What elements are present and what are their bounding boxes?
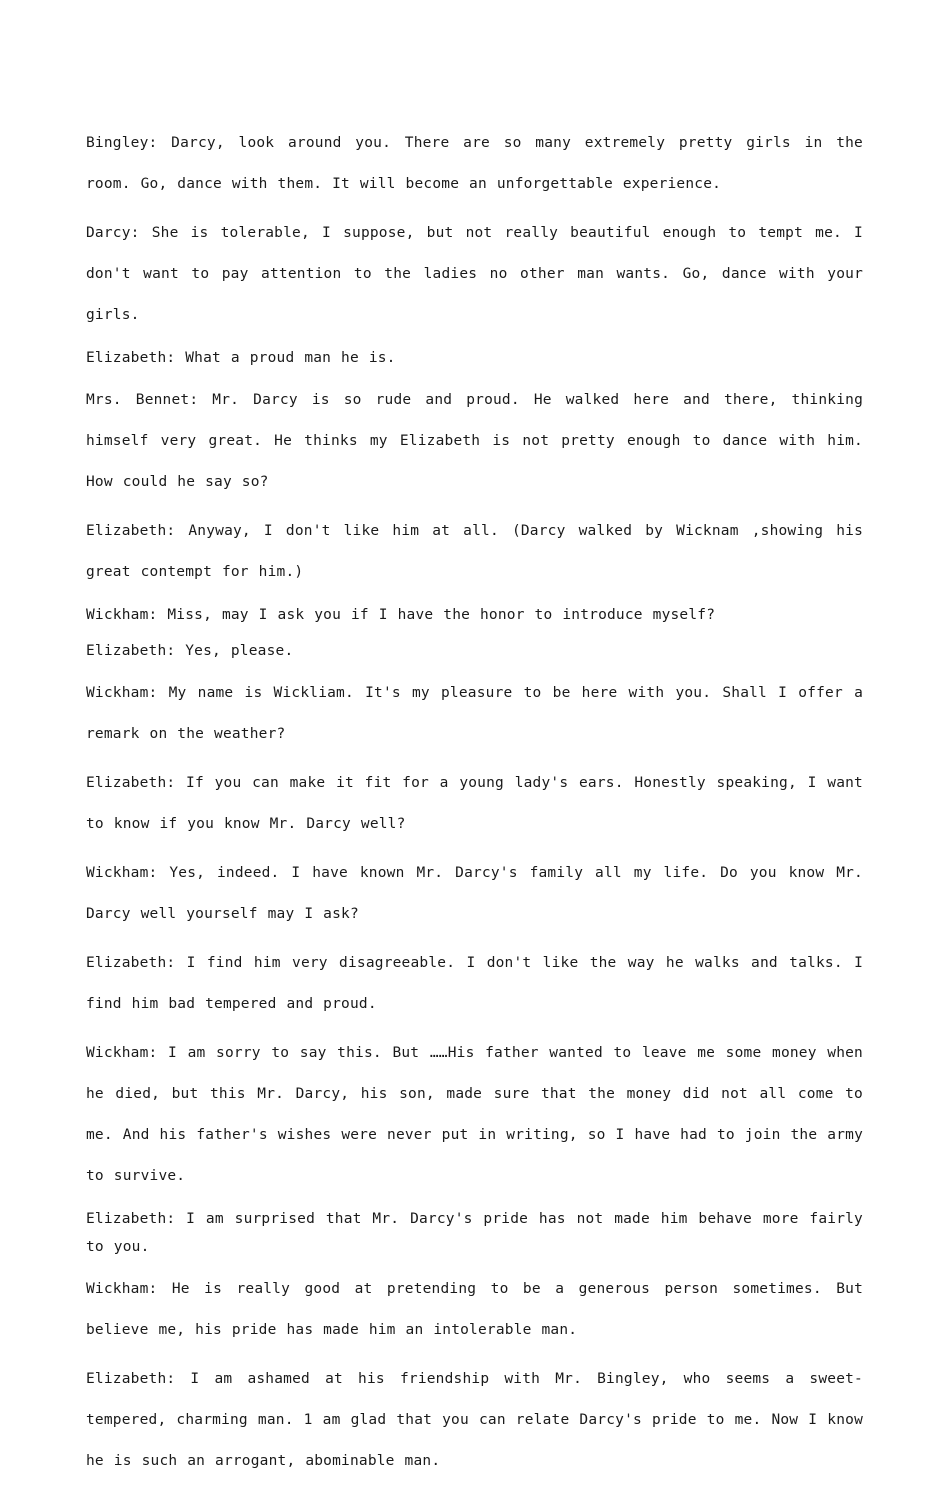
dialogue-paragraph: Darcy: She is tolerable, I suppose, but not really beautiful enough to tempt me. I don't want to pay attention to the ladies no other man wants. Go, dance with your girls. xyxy=(86,225,863,323)
dialogue-paragraph: Elizabeth: Anyway, I don't like him at all. (Darcy walked by Wicknam ,showing his great contempt for him.) xyxy=(86,523,863,580)
document-page xyxy=(86,123,863,1490)
dialogue-paragraph: Elizabeth: Yes, please. xyxy=(86,643,294,659)
dialogue-paragraph: Wickham: Miss, may I ask you if I have the honor to introduce myself? xyxy=(86,607,716,623)
dialogue-paragraph: Wickham: My name is Wickliam. It's my pleasure to be here with you. Shall I offer a remark on the weather? xyxy=(86,685,863,742)
dialogue-paragraph: Elizabeth: What a proud man he is. xyxy=(86,350,396,366)
dialogue-paragraph: Mrs. Bennet: Mr. Darcy is so rude and proud. He walked here and there, thinking himself very great. He thinks my Elizabeth is not pretty enough to dance with him. How could he say so? xyxy=(86,392,863,490)
dialogue-paragraph: Elizabeth: I am ashamed at his friendship with Mr. Bingley, who seems a sweet-tempered, charming man. 1 am glad that you can relate Darcy's pride to me. Now I know he is such an arrogant, abominable man. xyxy=(86,1371,863,1469)
dialogue-paragraph: Wickham: Yes, indeed. I have known Mr. Darcy's family all my life. Do you know Mr. Darcy well yourself may I ask? xyxy=(86,865,863,922)
dialogue-paragraph: Wickham: I am sorry to say this. But ……His father wanted to leave me some money when he died, but this Mr. Darcy, his son, made sure that the money did not all come to me. And his father's wishes were never put in writing, so I have had to join the army to survive. xyxy=(86,1045,863,1184)
dialogue-paragraph: Bingley: Darcy, look around you. There are so many extremely pretty girls in the room. Go, dance with them. It will become an unforgettable experience. xyxy=(86,135,863,192)
dialogue-paragraph: Elizabeth: I am surprised that Mr. Darcy's pride has not made him behave more fairly to you. xyxy=(86,1211,863,1255)
dialogue-paragraph: Elizabeth: I find him very disagreeable. I don't like the way he walks and talks. I find him bad tempered and proud. xyxy=(86,955,863,1012)
dialogue-paragraph: Elizabeth: If you can make it fit for a young lady's ears. Honestly speaking, I want to know if you know Mr. Darcy well? xyxy=(86,775,863,832)
dialogue-paragraph: Wickham: He is really good at pretending to be a generous person sometimes. But believe me, his pride has made him an intolerable man. xyxy=(86,1281,863,1338)
